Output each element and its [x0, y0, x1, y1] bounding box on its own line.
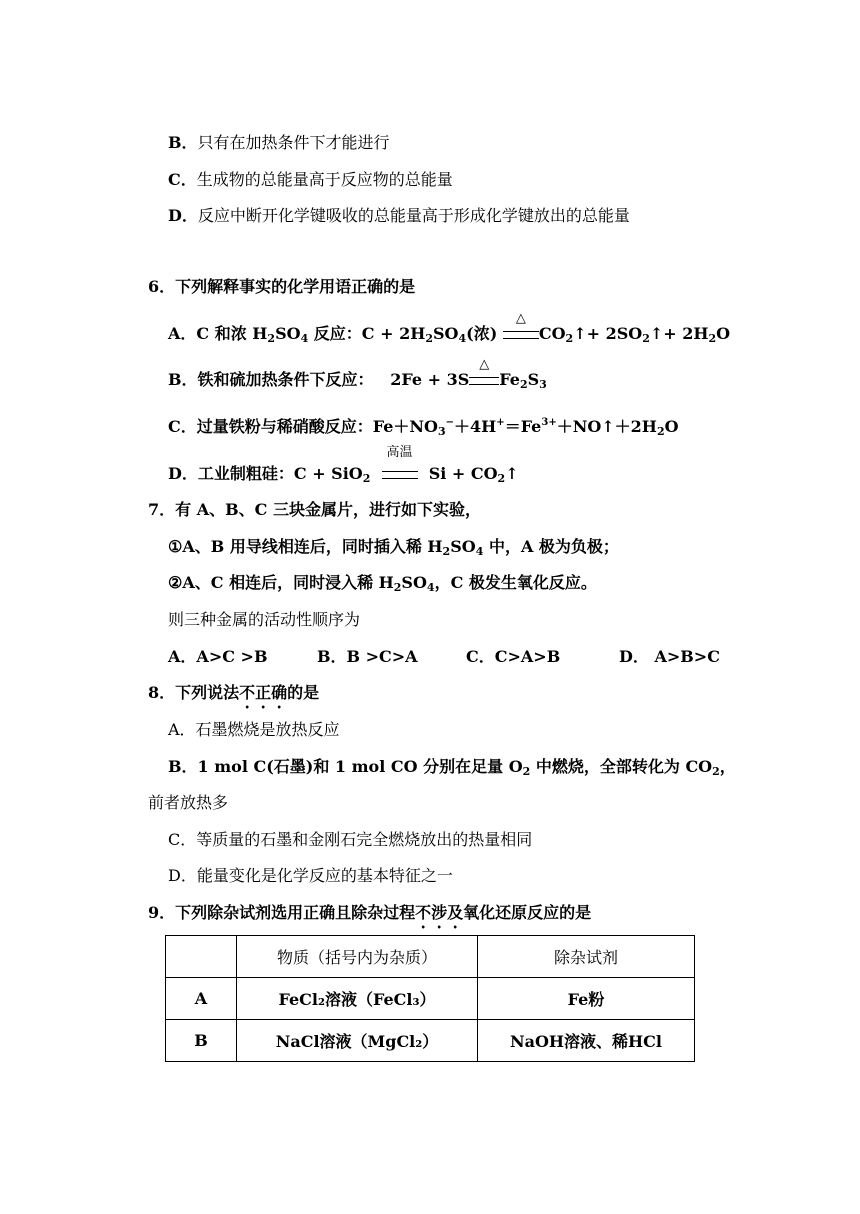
- substance-cell: FeCl₂溶液（FeCl₃）: [237, 978, 478, 1020]
- q7-option-b: B．B >C>A: [317, 647, 418, 666]
- q8-option-c: C．等质量的石墨和金刚石完全燃烧放出的热量相同: [168, 830, 533, 849]
- q7-option-d: D． A>B>C: [619, 647, 720, 666]
- emphasis-text: 不涉及: [415, 903, 464, 922]
- table-row: [166, 1020, 695, 1062]
- reagent-cell: NaOH溶液、稀HCl: [478, 1020, 695, 1062]
- high-temp-condition: 高温: [382, 462, 418, 479]
- q8-option-b-continued: 前者放热多: [148, 793, 229, 812]
- q7-option-c: C．C>A>B: [466, 647, 561, 666]
- q5-option-b: B．只有在加热条件下才能进行: [168, 133, 390, 152]
- q7-ask: 则三种金属的活动性顺序为: [168, 610, 361, 629]
- table-header-row: [166, 936, 695, 978]
- table-header-cell: 除杂试剂: [478, 936, 695, 978]
- q7-option-a: A．A>C >B: [168, 647, 268, 666]
- substance-cell: NaCl溶液（MgCl₂）: [237, 1020, 478, 1062]
- q7-stem: 7．有 A、B、C 三块金属片，进行如下实验，: [148, 500, 481, 519]
- q6-option-a: A．C 和浓 $H_2SO_4$ 反应：$C + 2H_2SO_4$(浓) △ $CO_2↑+$ $2SO_2↑+ 2H_2O$: [168, 311, 731, 345]
- q6-option-d: D．工业制粗硅：C + SiO$_2$ 高温 $Si + CO_2↑$: [168, 445, 519, 485]
- impurity-removal-table: [165, 935, 695, 1062]
- table-header-cell: [166, 936, 237, 978]
- q8-option-b: B．1 mol C(石墨)和 1 mol CO 分别在足量 $O_2$ 中燃烧，全部转化为 $CO_2$，: [168, 757, 736, 778]
- q6-option-c: C．过量铁粉与稀硝酸反应：$Fe+NO_3^-+4H^+=Fe^{3+}+NO↑+2H_2O$: [168, 417, 679, 438]
- heat-condition: △: [503, 322, 539, 339]
- emphasis-text: 不正确: [239, 683, 288, 702]
- reagent-cell: Fe粉: [478, 978, 695, 1020]
- row-label: B: [166, 1020, 237, 1062]
- table-header-cell: 物质（括号内为杂质）: [237, 936, 478, 978]
- row-label: A: [166, 978, 237, 1020]
- q5-option-d: D．反应中断开化学键吸收的总能量高于形成化学键放出的总能量: [168, 206, 630, 225]
- q7-experiment-1: ①A、B 用导线相连后，同时插入稀 $H_2SO_4$ 中，A 极为负极；: [168, 537, 619, 558]
- table-row: [166, 978, 695, 1020]
- q7-experiment-2: ②A、C 相连后，同时浸入稀 $H_2SO_4$，C 极发生氧化反应。: [168, 573, 597, 594]
- q9-stem: 9．下列除杂试剂选用正确且除杂过程不涉及氧化还原反应的是: [148, 903, 592, 922]
- heat-condition: △: [469, 368, 499, 385]
- q8-stem: 8．下列说法不正确的是: [148, 683, 320, 702]
- q6-stem: 6．下列解释事实的化学用语正确的是: [148, 277, 416, 296]
- q8-option-a: A．石墨燃烧是放热反应: [168, 720, 340, 739]
- q6-option-b: B．铁和硫加热条件下反应： 2Fe + 3S △ $Fe_2S_3$: [168, 357, 547, 391]
- q5-option-c: C．生成物的总能量高于反应物的总能量: [168, 170, 453, 189]
- q8-option-d: D．能量变化是化学反应的基本特征之一: [168, 866, 453, 885]
